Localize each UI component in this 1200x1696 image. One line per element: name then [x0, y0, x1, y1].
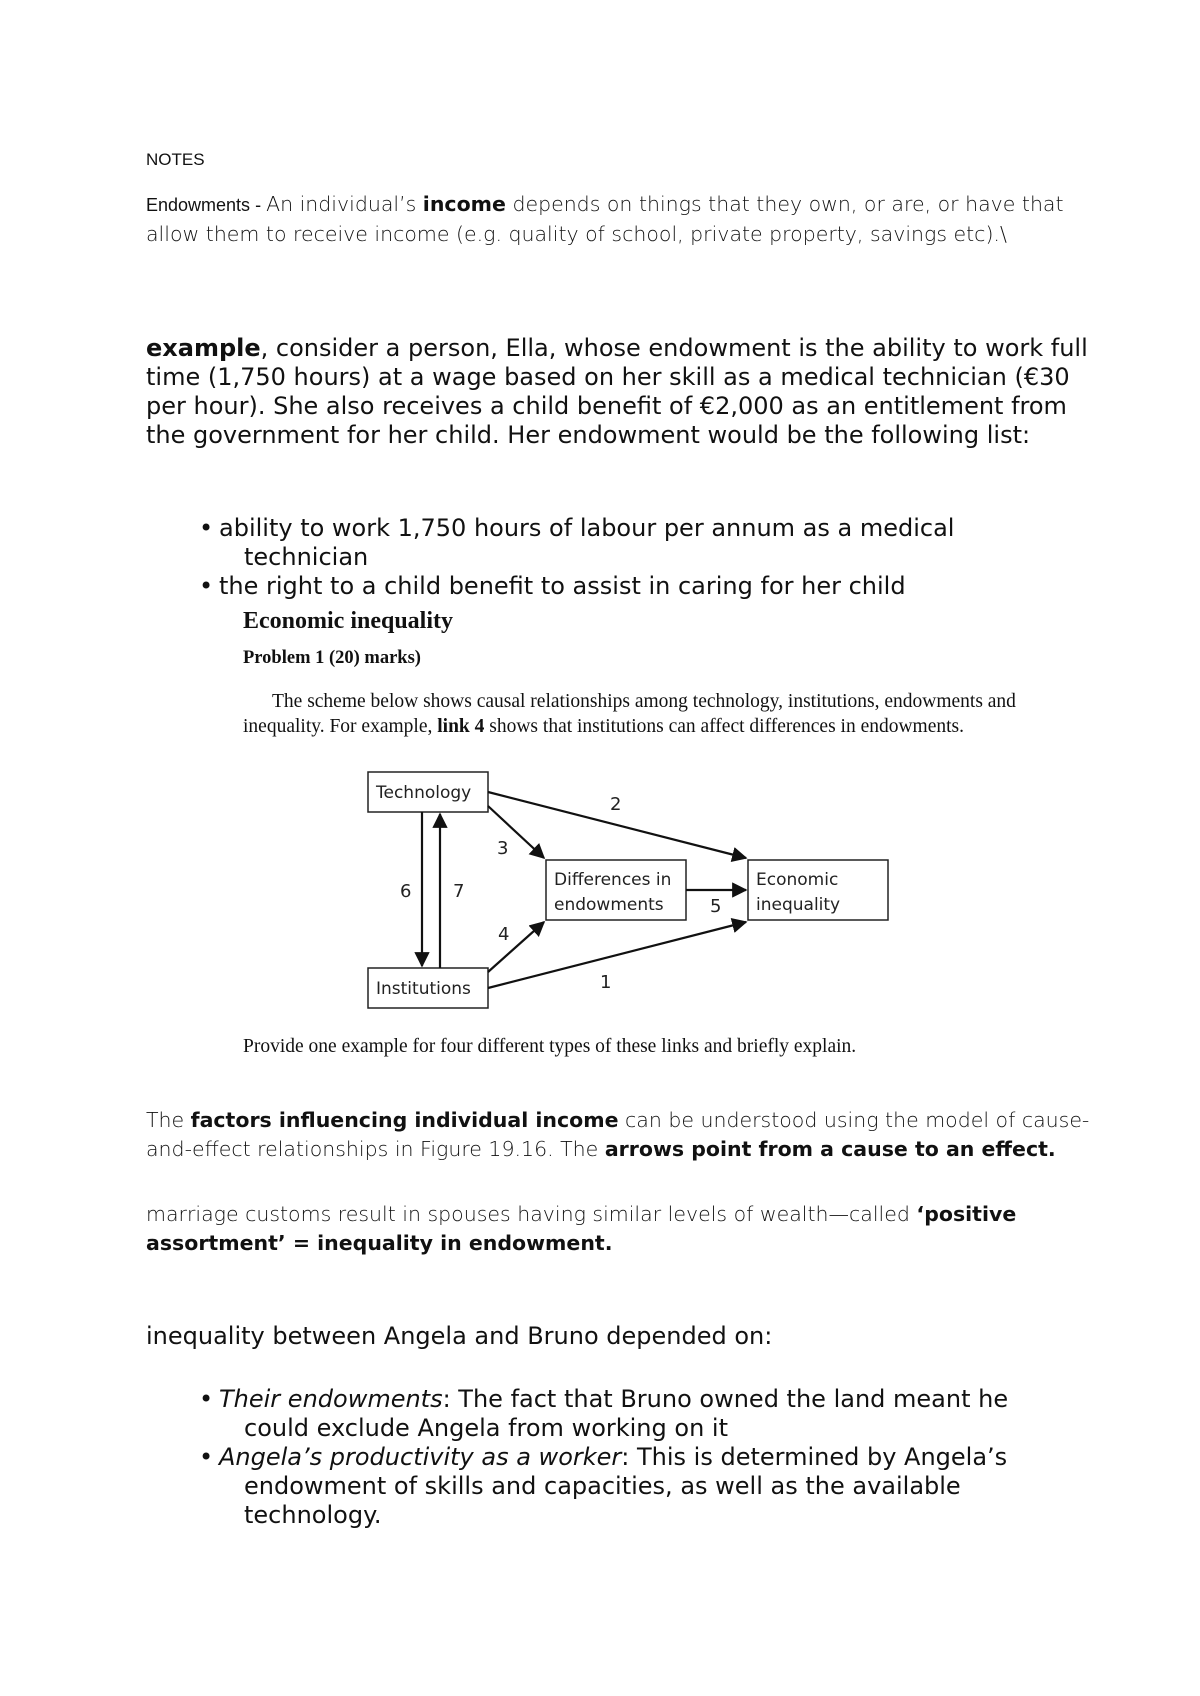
- differences-label-line2: endowments: [554, 895, 664, 915]
- figure-description-bold: link 4: [437, 716, 485, 737]
- list-item-continuation: technician: [244, 543, 369, 571]
- list-item-continuation: could exclude Angela from working on it: [244, 1414, 728, 1442]
- endowments-paragraph: [146, 190, 1076, 248]
- endowments-separator: -: [250, 195, 267, 215]
- link-3-number: 3: [497, 838, 509, 859]
- list-item: [199, 514, 1019, 572]
- factors-pre: The: [146, 1108, 191, 1132]
- endowments-income-bold: income: [422, 192, 506, 216]
- figure-problem: Problem 1 (20) marks): [243, 648, 421, 668]
- example-paragraph: [146, 334, 1096, 450]
- notes-heading: NOTES: [146, 150, 205, 169]
- angela-bruno-list: [199, 1385, 1019, 1530]
- technology-label: Technology: [376, 783, 472, 803]
- link-4-arrow: [488, 922, 544, 972]
- list-item-text: ability to work 1,750 hours of labour per annum as a medical: [219, 514, 955, 542]
- causal-diagram: [360, 762, 920, 1022]
- factors-bold-2: arrows point from a cause to an effect.: [604, 1136, 1056, 1161]
- figure-description: [243, 689, 1033, 739]
- ella-endowment-list: [199, 514, 1019, 601]
- economic-label-line2: inequality: [756, 895, 841, 915]
- link-5-number: 5: [710, 896, 722, 917]
- endowments-text-rest: depends on things that they own, or are, or have that allow them to receive income (e.g. quality of school, private property, savings etc).\: [146, 192, 1064, 246]
- figure-title: Economic inequality: [243, 608, 454, 634]
- endowments-label: Endowments: [146, 195, 251, 215]
- list-item-text: : The fact that Bruno owned the land meant he: [442, 1385, 1009, 1413]
- link-1-number: 1: [600, 972, 612, 993]
- factors-mid: can be understood using the model of cause-and-effect relationships in Figure 19.16. The: [146, 1108, 1090, 1161]
- bullet-icon: •: [199, 514, 214, 542]
- institutions-label: Institutions: [376, 979, 471, 999]
- example-text: , consider a person, Ella, whose endowment is the ability to work full time (1,750 hours) at a wage based on her skill as a medical technician (€30 per hour). She also receives a child benefit of €2,000 as an entitlement from the government for her child. Her endowment would be the following list:: [146, 334, 1088, 449]
- list-item-italic: Angela’s productivity as a worker: [219, 1443, 622, 1471]
- economic-label-line1: Economic: [756, 870, 839, 890]
- figure-footer: Provide one example for four different types of these links and briefly explain.: [243, 1036, 857, 1057]
- marriage-bold: ‘positive assortment’ = inequality in endowment.: [146, 1202, 1017, 1255]
- factors-bold-1: factors influencing individual income: [190, 1108, 619, 1132]
- example-bold: example: [146, 334, 261, 362]
- list-item: [199, 1385, 1019, 1443]
- list-item-italic: Their endowments: [219, 1385, 443, 1413]
- differences-label-line1: Differences in: [554, 870, 672, 890]
- list-item-text: the right to a child benefit to assist in caring for her child: [219, 572, 906, 600]
- link-7-number: 7: [453, 881, 465, 902]
- list-item: [199, 572, 1019, 601]
- figure-description-end: shows that institutions can affect differences in endowments.: [484, 716, 965, 737]
- bullet-icon: •: [199, 1385, 214, 1413]
- factors-paragraph: [146, 1106, 1096, 1163]
- endowments-text-pre: An individual’s: [266, 192, 423, 216]
- list-item: [199, 1443, 1019, 1530]
- list-item-text: : This is determined by Angela’s: [621, 1443, 1008, 1471]
- marriage-paragraph: [146, 1200, 1096, 1258]
- link-2-number: 2: [610, 794, 622, 815]
- inequality-intro: inequality between Angela and Bruno depended on:: [146, 1322, 773, 1350]
- link-1-arrow: [488, 922, 746, 988]
- bullet-icon: •: [199, 1443, 214, 1471]
- link-4-number: 4: [498, 924, 510, 945]
- figure-description-text: The scheme below shows causal relationships among technology, institutions, endowments and inequality. For example,: [243, 691, 1016, 737]
- link-6-number: 6: [400, 881, 412, 902]
- marriage-text: marriage customs result in spouses having similar levels of wealth—called: [146, 1202, 917, 1226]
- bullet-icon: •: [199, 572, 214, 600]
- list-item-continuation: endowment of skills and capacities, as well as the available: [244, 1472, 961, 1500]
- list-item-continuation: technology.: [244, 1501, 382, 1529]
